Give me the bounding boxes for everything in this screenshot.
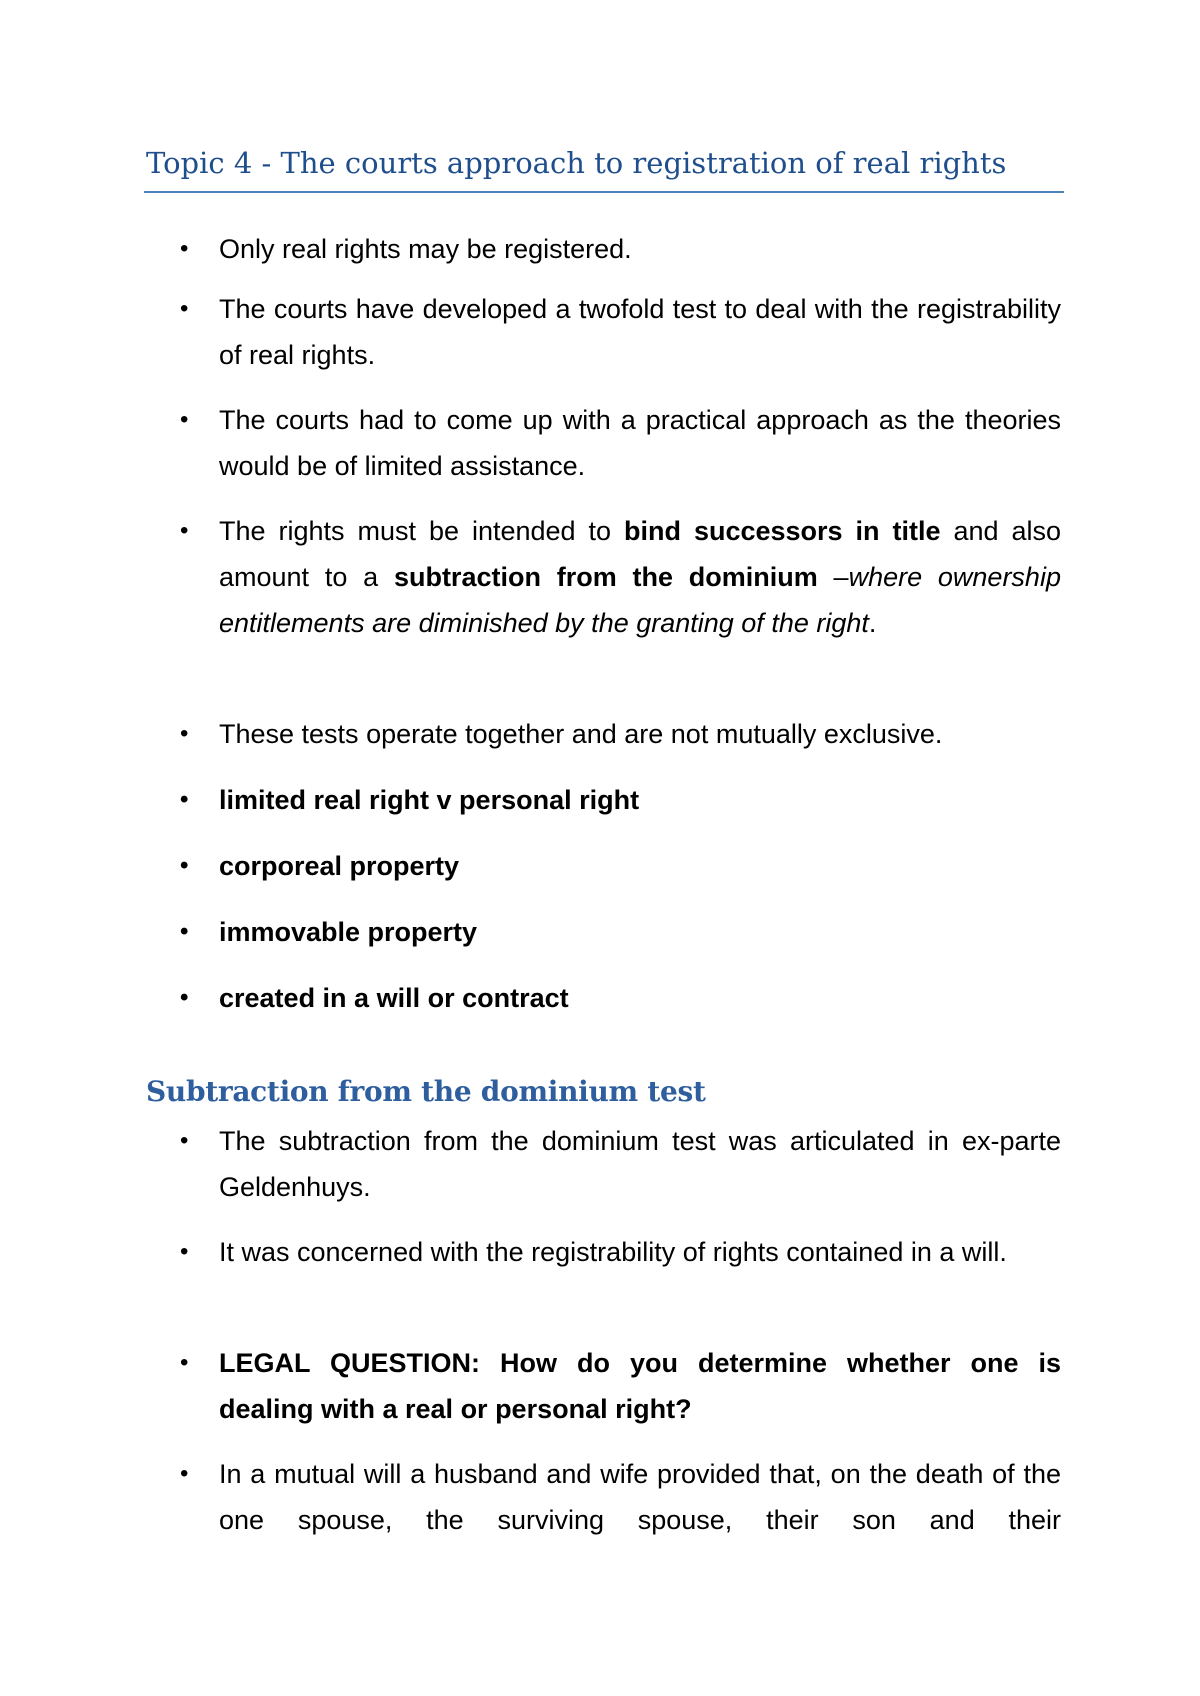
list-item-text: The courts have developed a twofold test to deal with the registrability of real rights.: [219, 294, 1061, 370]
bullet-icon: •: [180, 517, 189, 544]
list-item-text: created in a will or contract: [219, 983, 569, 1013]
bullet-icon: •: [180, 1127, 189, 1154]
bullet-icon: •: [180, 1349, 189, 1376]
bullet-icon: •: [180, 852, 189, 879]
bullet-icon: •: [180, 295, 189, 322]
list-item-text: These tests operate together and are not mutually exclusive.: [219, 719, 943, 749]
bullet-icon: •: [180, 786, 189, 813]
list-item-text: limited real right v personal right: [219, 785, 640, 815]
list-item-text: immovable property: [219, 917, 478, 947]
list-item-text: LEGAL QUESTION: How do you determine whether one is dealing with a real or personal right?: [219, 1348, 1061, 1424]
bullet-icon: •: [180, 984, 189, 1011]
text-run: .: [868, 608, 877, 638]
text-run: and also amount to a: [219, 516, 1061, 592]
text-run: The rights must be intended to: [219, 516, 624, 546]
bullet-icon: •: [180, 406, 189, 433]
list-item-text: The courts had to come up with a practical approach as the theories would be of limited assistance.: [219, 405, 1061, 481]
text-run: –: [817, 562, 849, 592]
list-item-text: In a mutual will a husband and wife provided that, on the death of the one spouse, the surviving spouse, their son and their: [219, 1459, 1061, 1535]
topic-title: Topic 4 - The courts approach to registration of real rights: [146, 146, 1007, 180]
bullet-icon: •: [180, 1460, 189, 1487]
bold-phrase: bind successors in title: [624, 516, 941, 546]
italic-phrase: where ownership entitlements are diminished by the granting of the right: [219, 562, 1061, 638]
bold-phrase: subtraction from the dominium: [393, 562, 818, 592]
list-item-text: Only real rights may be registered.: [219, 234, 632, 264]
list-item-text: The subtraction from the dominium test was articulated in ex-parte Geldenhuys.: [219, 1126, 1061, 1202]
title-underline: [144, 191, 1064, 193]
section-heading: Subtraction from the dominium test: [146, 1075, 706, 1108]
list-item-text: It was concerned with the registrability of rights contained in a will.: [219, 1237, 1007, 1267]
bullet-icon: •: [180, 235, 189, 262]
bullet-icon: •: [180, 720, 189, 747]
bullet-icon: •: [180, 1238, 189, 1265]
list-item-text: [219, 508, 1061, 646]
bullet-icon: •: [180, 918, 189, 945]
list-item-text: corporeal property: [219, 851, 460, 881]
